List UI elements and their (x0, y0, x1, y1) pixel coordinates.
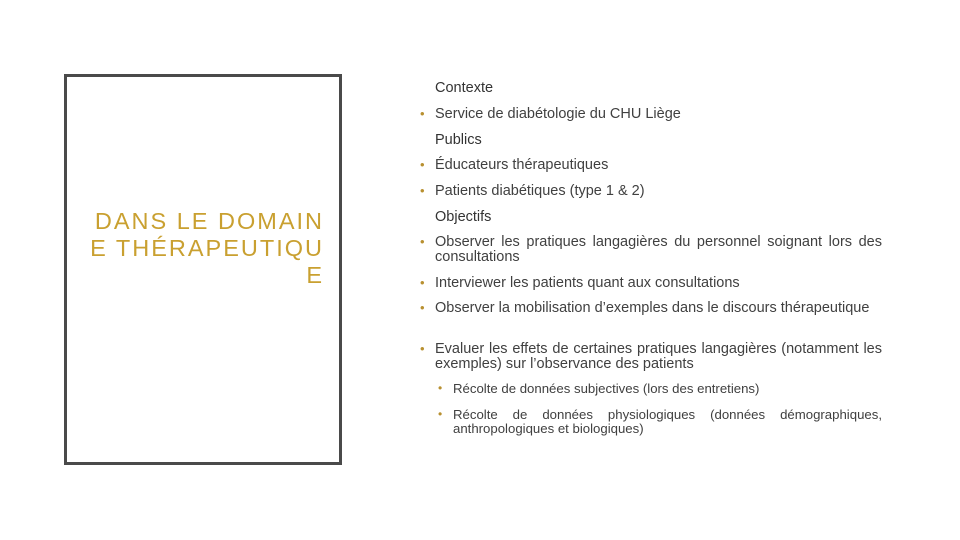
bullet-icon: • (420, 275, 425, 290)
bullet-icon: • (420, 300, 425, 315)
sub-list-item: • Récolte de données subjectives (lors des entretiens) (438, 381, 760, 396)
bullet-icon: • (420, 341, 425, 356)
section-heading-publics: Publics (435, 132, 482, 148)
slide-title: DANS LE DOMAINE THÉRAPEUTIQUE (90, 208, 324, 288)
list-item: • Observer les pratiques langagières du personnel soignant lors des consultations (420, 234, 882, 265)
section-heading-objectifs: Objectifs (435, 209, 492, 225)
bullet-icon: • (438, 407, 443, 421)
list-item: • Interviewer les patients quant aux consultations (420, 275, 740, 291)
bullet-icon: • (420, 157, 425, 172)
list-item: • Evaluer les effets de certaines pratiques langagières (notamment les exemples) sur l’observance des patients (420, 341, 882, 372)
bullet-icon: • (420, 106, 425, 121)
sub-list-item: • Récolte de données physiologiques (données démographiques, anthropologiques et biologiques) (438, 407, 882, 436)
bullet-icon: • (420, 183, 425, 198)
list-item: • Patients diabétiques (type 1 & 2) (420, 183, 645, 199)
list-item: • Observer la mobilisation d’exemples dans le discours thérapeutique (420, 300, 870, 316)
bullet-icon: • (420, 234, 425, 249)
section-heading-contexte: Contexte (435, 80, 494, 96)
list-item: • Service de diabétologie du CHU Liège (420, 106, 681, 122)
list-item: • Éducateurs thérapeutiques (420, 157, 609, 173)
bullet-icon: • (438, 381, 443, 395)
